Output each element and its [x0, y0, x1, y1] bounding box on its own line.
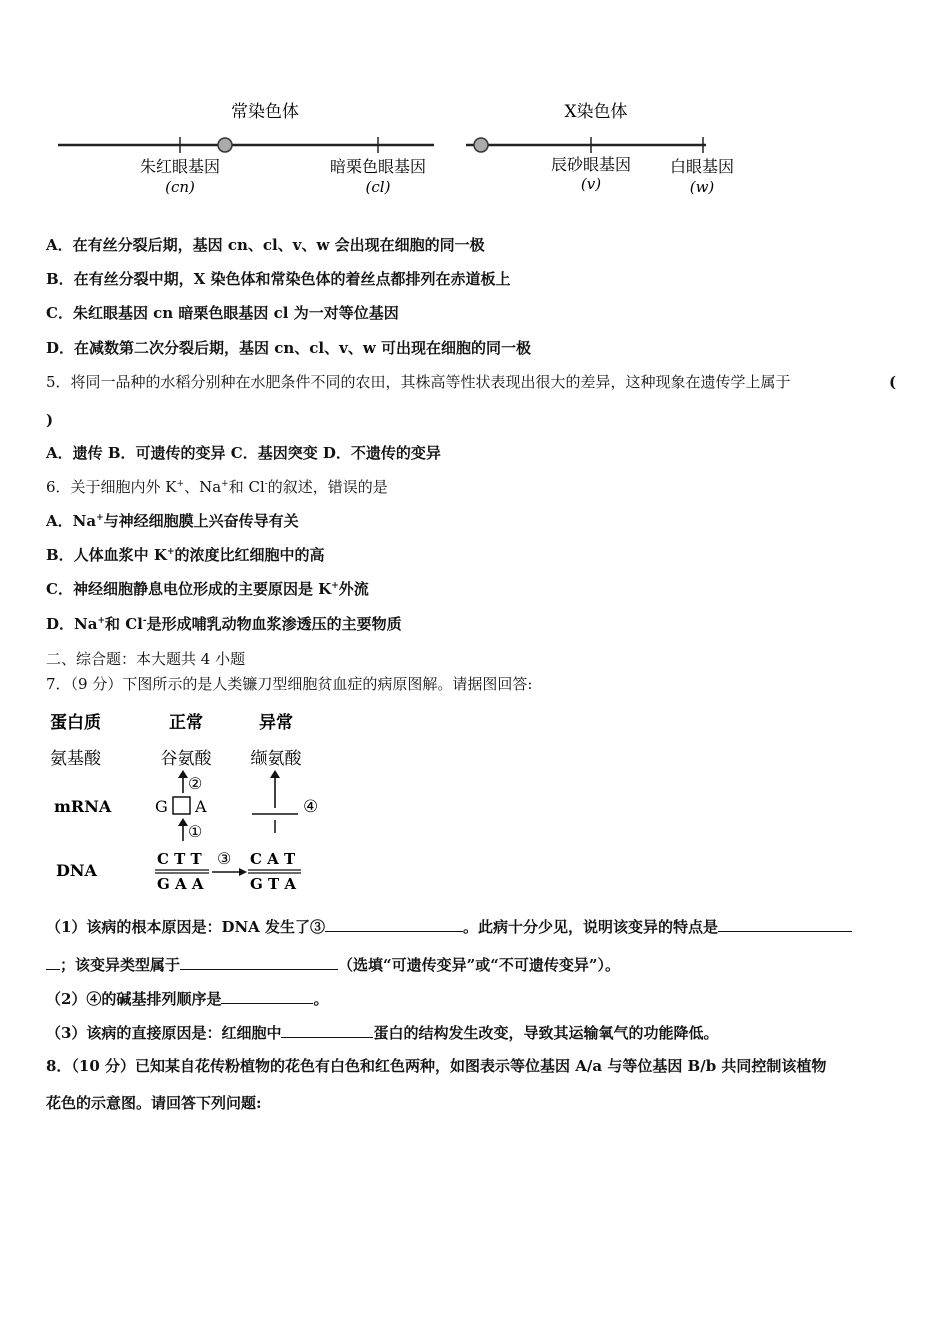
row-dna: DNA [56, 861, 97, 880]
q7-part-3: （3）该病的直接原因是：红细胞中 蛋白的结构发生改变，导致其运输氧气的功能降低。 [46, 1021, 718, 1043]
gene-symbol-cl: (cl) [365, 178, 391, 196]
header-protein: 蛋白质 [50, 713, 101, 733]
gene-symbol-cn: (cn) [165, 178, 195, 196]
q6-option-c: C．神经细胞静息电位形成的主要原因是 K+外流 [46, 580, 369, 598]
q7-blank-2-cont[interactable] [46, 953, 60, 970]
q5-options: A．遗传 B．可遗传的变异 C．基因突变 D．不遗传的变异 [46, 444, 441, 462]
q7-part-1-line-1: （1）该病的根本原因是：DNA 发生了③ 。此病十分少见，说明该变异的特点是 [46, 915, 852, 937]
autosome [58, 102, 434, 196]
q7-part-1-line-2: ；该变异类型属于 （选填“可遗传变异”或“不可遗传变异”）。 [46, 953, 620, 975]
dna-normal-top: C T T [157, 850, 202, 868]
x-centromere [474, 138, 488, 152]
gene-label-cl: 暗栗色眼基因 [329, 157, 427, 176]
q6-option-a: A．Na+与神经细胞膜上兴奋传导有关 [46, 512, 299, 530]
q4-option-d: D．在减数第二次分裂后期，基因 cn、cl、v、w 可出现在细胞的同一极 [46, 339, 531, 357]
aa-normal: 谷氨酸 [160, 749, 212, 769]
header-abnormal: 异常 [259, 713, 293, 733]
q4-option-b: B．在有丝分裂中期，X 染色体和常染色体的着丝点都排列在赤道板上 [46, 270, 511, 288]
arrow-step-3 [212, 849, 247, 876]
arrow-step-1 [178, 818, 202, 841]
gene-label-v: 辰砂眼基因 [550, 155, 632, 174]
q8-line-1: 8．（10 分）已知某自花传粉植物的花色有白色和红色两种，如图表示等位基因 A/a 与等位基因 B/b 共同控制该植物 [46, 1057, 827, 1075]
dna-normal-bottom: G A A [157, 875, 204, 893]
q5-close-paren: ) [46, 411, 54, 429]
step-3-label: ③ [217, 849, 232, 868]
q4-option-c: C．朱红眼基因 cn 暗栗色眼基因 cl 为一对等位基因 [46, 304, 399, 322]
header-normal: 正常 [169, 713, 203, 733]
autosome-title: 常染色体 [231, 102, 299, 122]
gene-label-w: 白眼基因 [669, 157, 735, 176]
q8-line-2: 花色的示意图。请回答下列问题: [46, 1094, 262, 1112]
sickle-cell-diagram [46, 708, 336, 898]
q7-blank-2[interactable] [718, 915, 852, 932]
q4-option-a: A．在有丝分裂后期，基因 cn、cl、v、w 会出现在细胞的同一极 [46, 236, 485, 254]
step-1-label: ① [188, 822, 203, 841]
mrna-abnormal-blank [252, 797, 318, 833]
step-2-label: ② [188, 774, 203, 793]
mrna-base-g: G [155, 797, 168, 816]
row-amino-acid: 氨基酸 [50, 749, 101, 769]
gene-symbol-v: (v) [580, 175, 602, 193]
arrow-abnormal-aa [270, 770, 280, 808]
row-mrna: mRNA [54, 797, 112, 816]
section-2-header: 二、综合题：本大题共 4 小题 [46, 650, 246, 668]
dna-abnormal-bottom: G T A [250, 875, 297, 893]
x-chromosome [466, 102, 734, 196]
q7-blank-3[interactable] [180, 953, 338, 970]
q6-option-b: B．人体血浆中 K+的浓度比红细胞中的高 [46, 546, 325, 564]
step-4-label: ④ [303, 797, 319, 817]
q7-stem: 7．（9 分）下图所示的是人类镰刀型细胞贫血症的病原图解。请据图回答: [46, 675, 533, 693]
mrna-base-a: A [195, 797, 207, 816]
chromosome-gene-map [50, 92, 750, 207]
q6-option-d: D．Na+和 Cl-是形成哺乳动物血浆渗透压的主要物质 [46, 615, 402, 633]
q7-blank-1[interactable] [325, 915, 463, 932]
x-title: X染色体 [564, 102, 628, 122]
arrow-step-2 [178, 770, 202, 793]
gene-symbol-w: (w) [689, 178, 715, 196]
gene-label-cn: 朱红眼基因 [139, 157, 221, 176]
dna-abnormal-top: C A T [250, 850, 296, 868]
q5-stem [46, 372, 791, 392]
autosome-centromere [218, 138, 232, 152]
q7-part-2: （2）④的碱基排列顺序是 。 [46, 987, 328, 1009]
aa-abnormal: 缬氨酸 [250, 749, 302, 769]
q7-blank-4[interactable] [221, 987, 313, 1004]
mrna-blank-box [173, 797, 190, 814]
q6-stem: 6．关于细胞内外 K+、Na+和 Cl-的叙述，错误的是 [46, 478, 388, 496]
q7-blank-5[interactable] [281, 1021, 373, 1038]
q5-stem-text: 5．将同一品种的水稻分别种在水肥条件不同的农田，其株高等性状表现出很大的差异，这种现象在遗传学上属于 [46, 373, 791, 391]
q5-open-paren: ( [889, 373, 897, 391]
